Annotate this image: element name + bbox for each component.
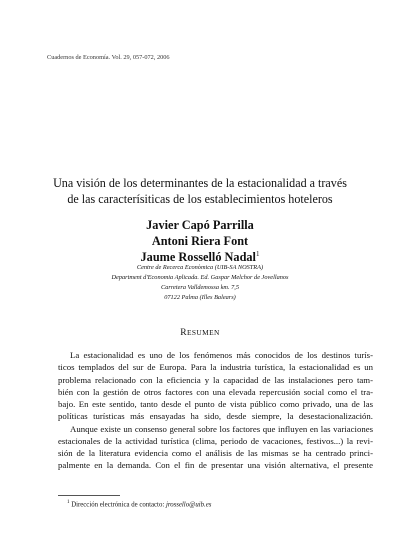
contact-email-link[interactable]: jrossello@uib.es bbox=[165, 501, 212, 509]
affiliation-line: Carretera Valldemossa km. 7,5 bbox=[161, 284, 239, 291]
affiliation-line: 07122 Palma (Illes Balears) bbox=[164, 294, 236, 301]
abstract-line: políticas turísticas más ensayadas ha sido, desde siempre, la desestacionalización. bbox=[58, 411, 373, 422]
author-name: Jaume Rosselló Nadal bbox=[140, 250, 256, 264]
abstract-line: problema relacionado con la eficiencia y la capacidad de las instalaciones pero tam- bbox=[58, 374, 373, 385]
abstract-line: sión de la literatura evidencia como el análisis de las mismas se ha centrado princi- bbox=[58, 448, 373, 458]
title-line: de las caracterísiticas de los establecimientos hoteleros bbox=[67, 192, 333, 206]
footnote-mark: 1 bbox=[67, 500, 70, 505]
footnote-marker: 1 bbox=[255, 249, 260, 258]
affiliation-line: Department d'Economia Aplicada. Ed. Gaspar Melchor de Jovellanos bbox=[111, 274, 289, 281]
affiliation-line: Centre de Recerca Econòmica (UIB-SA NOSTRA) bbox=[136, 264, 264, 271]
abstract-line: Aunque existe un consenso general sobre los factores que influyen en las variaciones bbox=[70, 423, 373, 434]
footnote-text: Dirección electrónica de contacto: bbox=[71, 501, 166, 509]
abstract-line: palmente en la demanda. Con el fin de presentar una visión alternativa, el presente bbox=[58, 460, 373, 471]
title-line: Una visión de los determinantes de la estacionalidad a través bbox=[53, 176, 347, 190]
abstract-line: La estacionalidad es uno de los fenómenos más conocidos de los destinos turís- bbox=[70, 350, 373, 360]
journal-header: Cuadernos de Economía. Vol. 29, 057-072, 2006 bbox=[47, 54, 170, 61]
abstract-body bbox=[58, 349, 373, 472]
footnote bbox=[67, 500, 211, 508]
author-name: Antoni Riera Font bbox=[151, 234, 249, 248]
paper-title bbox=[0, 175, 400, 207]
abstract-line: ticos templados del sur de Europa. Para la industria turística, la estacionalidad es un bbox=[58, 362, 373, 373]
affiliation bbox=[0, 263, 400, 303]
abstract-line: bién con la gestión de otros factores con una elevada repercusión social como el tra- bbox=[58, 386, 373, 397]
abstract-line: estacionales de la actividad turística (clima, periodo de vacaciones, festivos...) la revi- bbox=[58, 435, 373, 446]
section-heading: RESUMEN bbox=[180, 328, 220, 338]
author-name: Javier Capó Parrilla bbox=[146, 218, 254, 232]
abstract-line: bajo. En este sentido, tanto desde el punto de vista público como privado, una de las bbox=[58, 399, 373, 409]
footnote-rule bbox=[58, 495, 120, 496]
author-list bbox=[0, 217, 400, 265]
